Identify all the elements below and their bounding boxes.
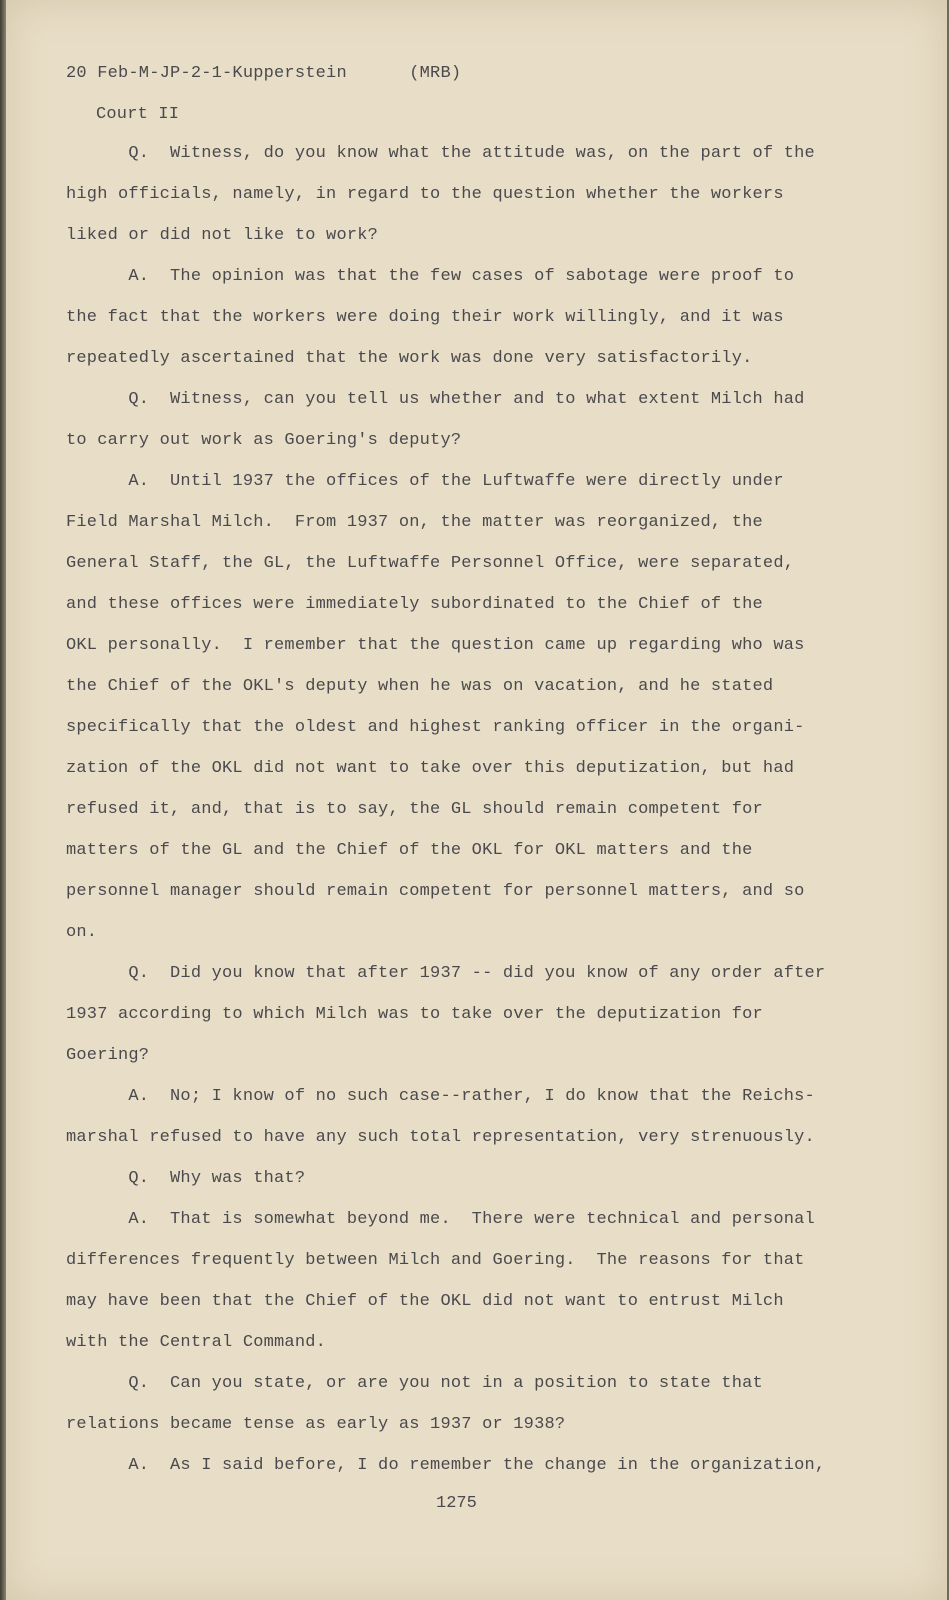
text-line: specifically that the oldest and highest ranking officer in the organi-	[66, 718, 805, 737]
document-page	[6, 0, 947, 1600]
text-line: Field Marshal Milch. From 1937 on, the matter was reorganized, the	[66, 513, 763, 532]
text-line: A. That is somewhat beyond me. There were technical and personal	[66, 1210, 815, 1229]
text-line: refused it, and, that is to say, the GL should remain competent for	[66, 800, 763, 819]
text-line: may have been that the Chief of the OKL did not want to entrust Milch	[66, 1292, 784, 1311]
text-line: Q. Why was that?	[66, 1169, 306, 1188]
text-line: matters of the GL and the Chief of the OKL for OKL matters and the	[66, 841, 753, 860]
text-line: on.	[66, 923, 98, 942]
text-line: Goering?	[66, 1046, 150, 1065]
text-line: with the Central Command.	[66, 1333, 327, 1352]
text-line: personnel manager should remain competent for personnel matters, and so	[66, 882, 805, 901]
text-line: A. Until 1937 the offices of the Luftwaffe were directly under	[66, 472, 784, 491]
text-line: General Staff, the GL, the Luftwaffe Personnel Office, were separated,	[66, 554, 795, 573]
text-line: Q. Witness, do you know what the attitude was, on the part of the	[66, 144, 815, 163]
text-line: differences frequently between Milch and Goering. The reasons for that	[66, 1251, 805, 1270]
text-line: zation of the OKL did not want to take over this deputization, but had	[66, 759, 795, 778]
text-line: Q. Can you state, or are you not in a position to state that	[66, 1374, 763, 1393]
text-line: Q. Witness, can you tell us whether and to what extent Milch had	[66, 390, 805, 409]
text-line: the fact that the workers were doing their work willingly, and it was	[66, 308, 784, 327]
text-line: repeatedly ascertained that the work was done very satisfactorily.	[66, 349, 753, 368]
text-line: the Chief of the OKL's deputy when he was on vacation, and he stated	[66, 677, 774, 696]
text-line: and these offices were immediately subordinated to the Chief of the	[66, 595, 763, 614]
text-line: A. As I said before, I do remember the change in the organization,	[66, 1456, 826, 1475]
text-line: OKL personally. I remember that the question came up regarding who was	[66, 636, 805, 655]
text-line: A. The opinion was that the few cases of sabotage were proof to	[66, 267, 795, 286]
court-label: Court II	[96, 105, 180, 124]
text-line: relations became tense as early as 1937 or 1938?	[66, 1415, 566, 1434]
page-number: 1275	[436, 1494, 477, 1513]
text-line: liked or did not like to work?	[66, 226, 379, 245]
text-line: to carry out work as Goering's deputy?	[66, 431, 462, 450]
text-line: A. No; I know of no such case--rather, I do know that the Reichs-	[66, 1087, 815, 1106]
text-line: 1937 according to which Milch was to take over the deputization for	[66, 1005, 763, 1024]
text-line: high officials, namely, in regard to the question whether the workers	[66, 185, 784, 204]
text-line: Q. Did you know that after 1937 -- did you know of any order after	[66, 964, 826, 983]
text-line: marshal refused to have any such total representation, very strenuously.	[66, 1128, 815, 1147]
document-header: 20 Feb-M-JP-2-1-Kupperstein (MRB)	[66, 64, 462, 83]
